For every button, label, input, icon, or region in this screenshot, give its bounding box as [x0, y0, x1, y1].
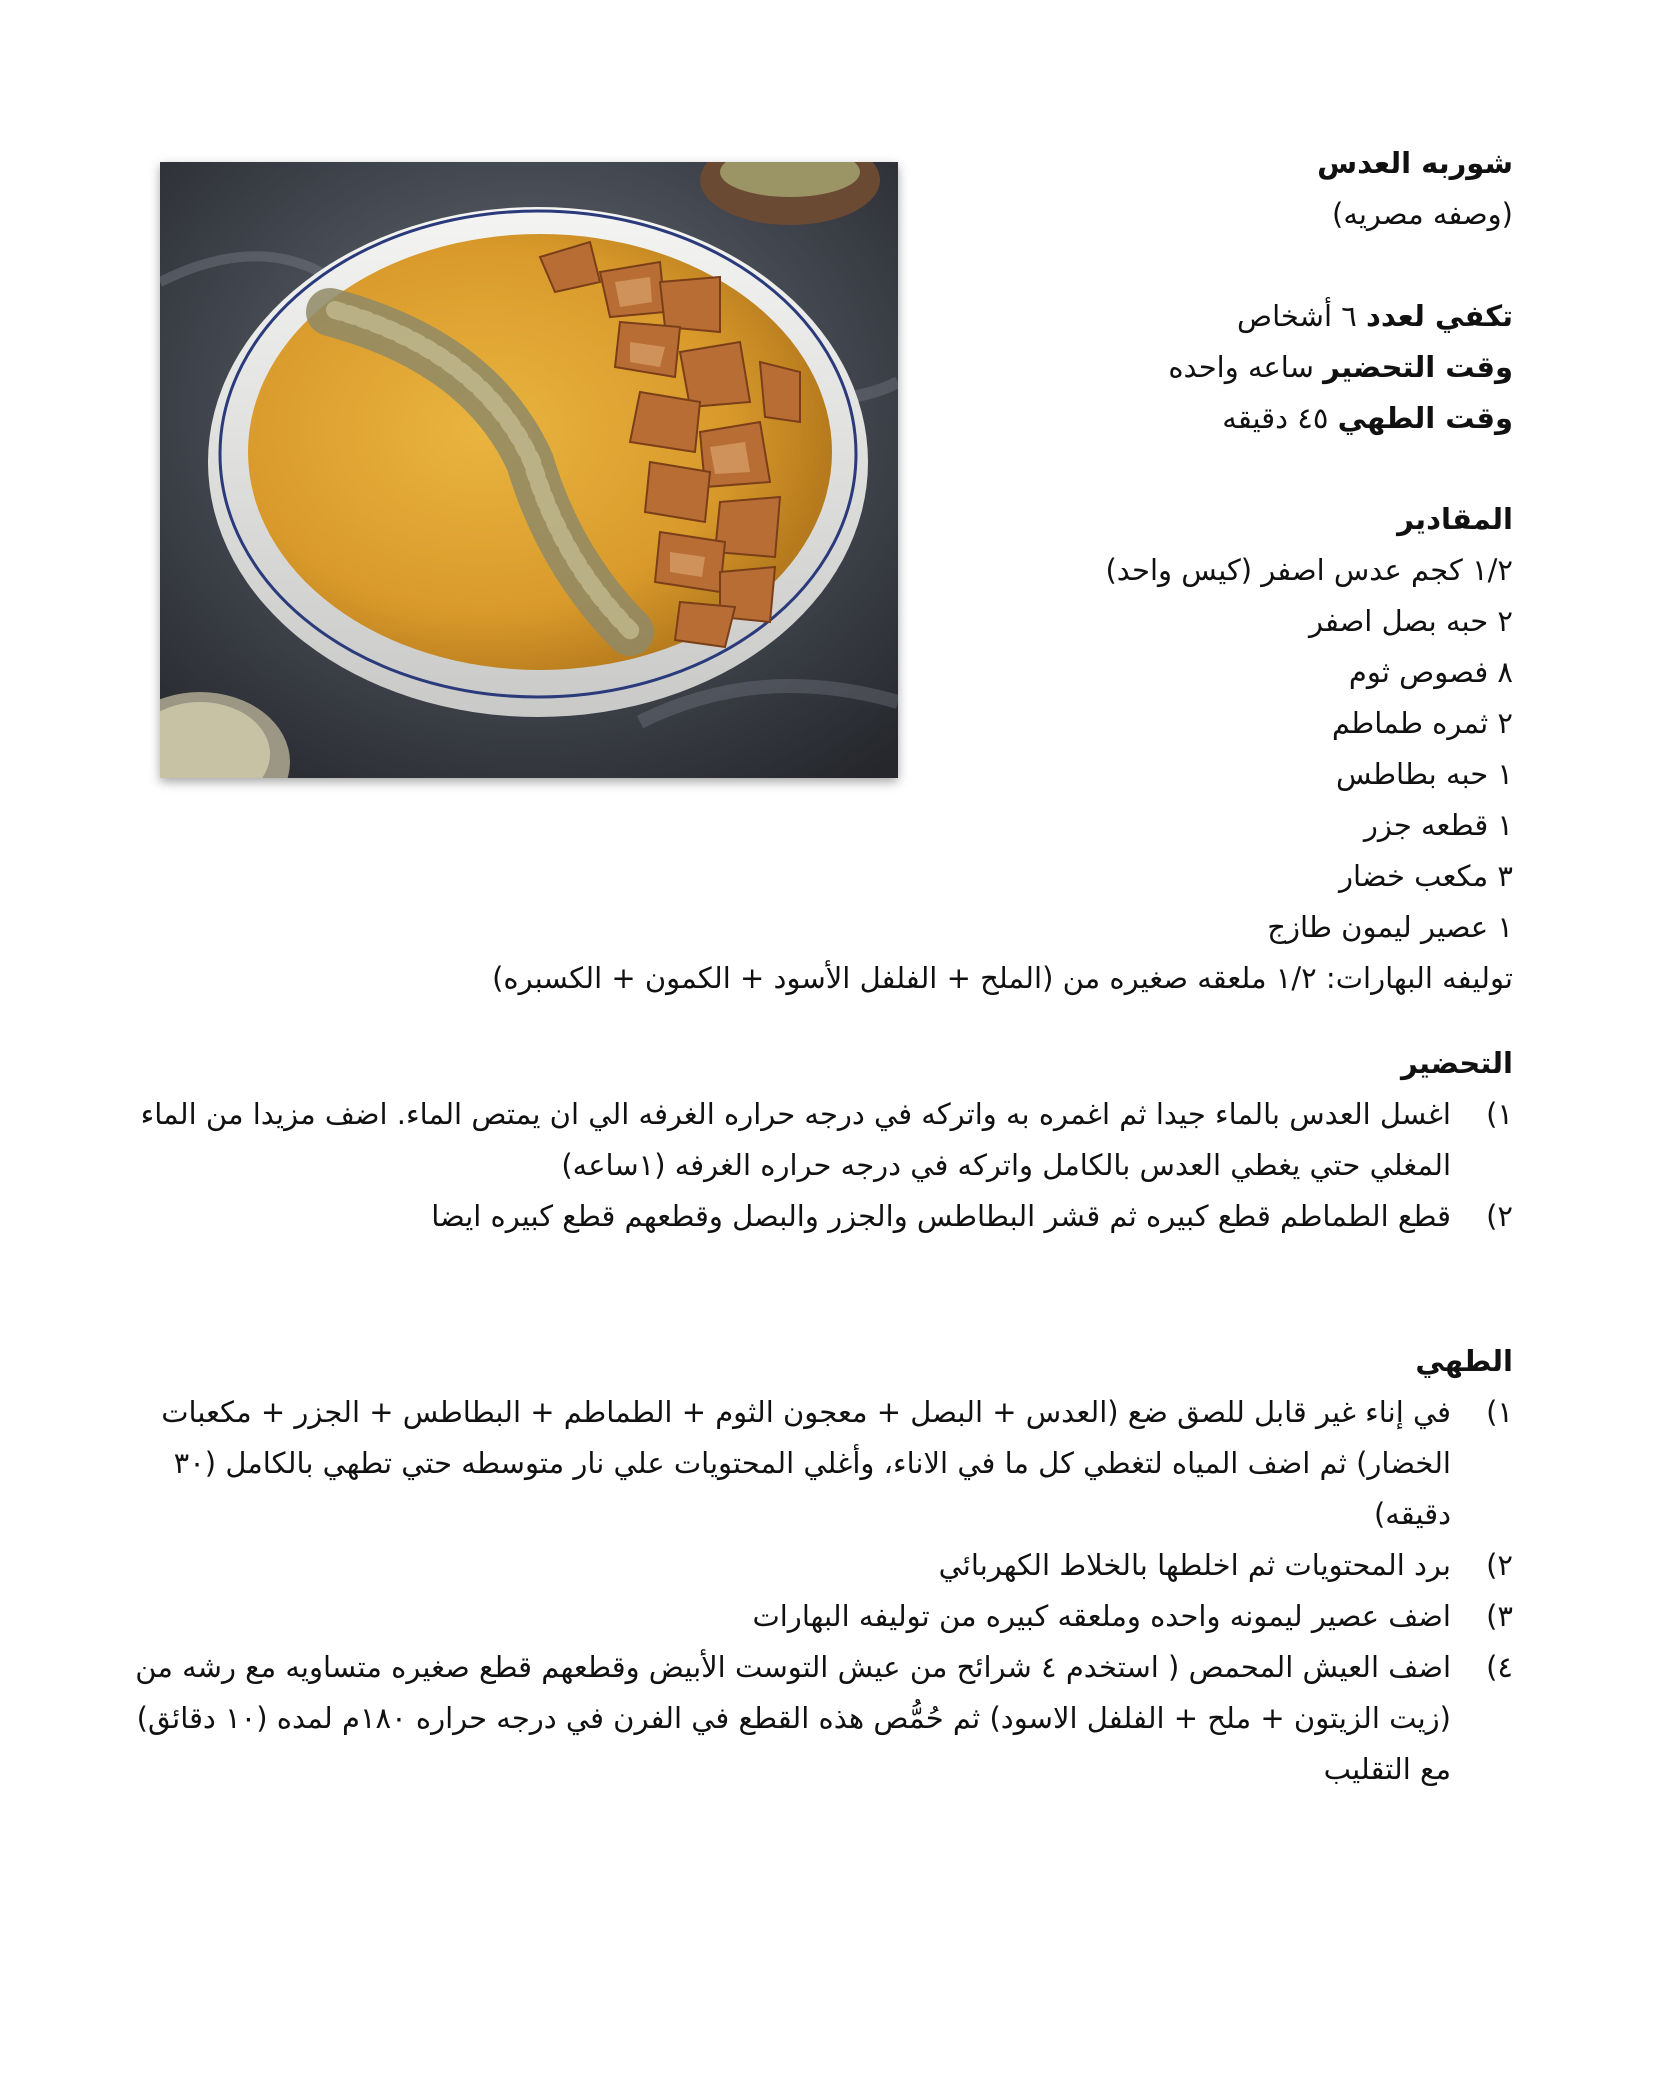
ingredient-item: ٨ فصوص ثوم [1348, 655, 1513, 689]
ingredient-item: ٢ ثمره طماطم [1331, 706, 1513, 740]
cooking-step [133, 1540, 1513, 1591]
cooking-section [133, 1336, 1513, 1795]
cooking-step [133, 1591, 1513, 1642]
meta-value: ساعه واحده [1168, 350, 1314, 384]
meta-label: وقت الطهي [1337, 401, 1513, 435]
ingredient-item: ١ حبه بطاطس [1336, 757, 1513, 791]
step-text: قطع الطماطم قطع كبيره ثم قشر البطاطس والجزر والبصل وقطعهم قطع كبيره ايضا [431, 1199, 1451, 1233]
ingredient-item: توليفه البهارات: ١/٢ ملعقه صغيره من (الملح + الفلفل الأسود + الكمون + الكسبره) [492, 961, 1513, 995]
ingredient-item: ٢ حبه بصل اصفر [1309, 604, 1513, 638]
ingredient-item: ١/٢ كجم عدس اصفر (كيس واحد) [1105, 553, 1513, 587]
ingredients-section [413, 494, 1513, 1004]
recipe-title: شوربه العدس [1317, 146, 1513, 180]
step-text: برد المحتويات ثم اخلطها بالخلاط الكهربائي [938, 1548, 1451, 1582]
servings-line [813, 291, 1513, 342]
recipe-subtitle: (وصفه مصريه) [1332, 197, 1513, 231]
cooking-step [133, 1387, 1513, 1540]
step-number: ١) [1486, 1097, 1513, 1131]
ingredient-item: ٣ مكعب خضار [1339, 859, 1513, 893]
step-text: في إناء غير قابل للصق ضع (العدس + البصل + معجون الثوم + الطماطم + البطاطس + الجزر + مكعبات الخضار) ثم اضف المياه لتغطي كل ما في الاناء، وأغلي المحتويات علي نار متوسطه حتي تطهي بالكامل (٣٠ دقيقه) [161, 1395, 1451, 1531]
preparation-step [133, 1191, 1513, 1242]
preparation-step [133, 1089, 1513, 1191]
step-number: ٣) [1486, 1599, 1513, 1633]
step-text: اضف عصير ليمونه واحده وملعقه كبيره من توليفه البهارات [752, 1599, 1451, 1633]
step-text: اغسل العدس بالماء جيدا ثم اغمره به واتركه في درجه حراره الغرفه الي ان يمتص الماء. اضف مزيدا من الماء المغلي حتي يغطي العدس بالكامل واتركه في درجه حراره الغرفه (١ساعه) [140, 1097, 1451, 1182]
preparation-section [133, 1038, 1513, 1242]
recipe-header [813, 138, 1513, 444]
ingredient-item: ١ قطعه جزر [1363, 808, 1513, 842]
preparation-title: التحضير [1400, 1046, 1513, 1080]
ingredient-item: ١ عصير ليمون طازج [1267, 910, 1513, 944]
ingredients-title: المقادير [1397, 502, 1513, 536]
meta-value: ٤٥ دقيقه [1222, 401, 1329, 435]
step-number: ٢) [1486, 1548, 1513, 1582]
cook-time-line [813, 393, 1513, 444]
prep-time-line [813, 342, 1513, 393]
cooking-title: الطهي [1415, 1344, 1513, 1378]
meta-label: تكفي لعدد [1366, 299, 1513, 333]
step-text: اضف العيش المحمص ( استخدم ٤ شرائح من عيش التوست الأبيض وقطعهم قطع صغيره متساويه مع رشه من (زيت الزيتون + ملح + الفلفل الاسود) ثم حُمُّص هذه القطع في الفرن في درجه حراره ١٨٠م لمده (١٠ دقائق) مع التقليب [135, 1650, 1451, 1786]
meta-value: ٦ أشخاص [1237, 299, 1357, 333]
step-number: ١) [1486, 1395, 1513, 1429]
step-number: ٤) [1486, 1650, 1513, 1684]
cooking-step [133, 1642, 1513, 1795]
meta-label: وقت التحضير [1323, 350, 1513, 384]
step-number: ٢) [1486, 1199, 1513, 1233]
